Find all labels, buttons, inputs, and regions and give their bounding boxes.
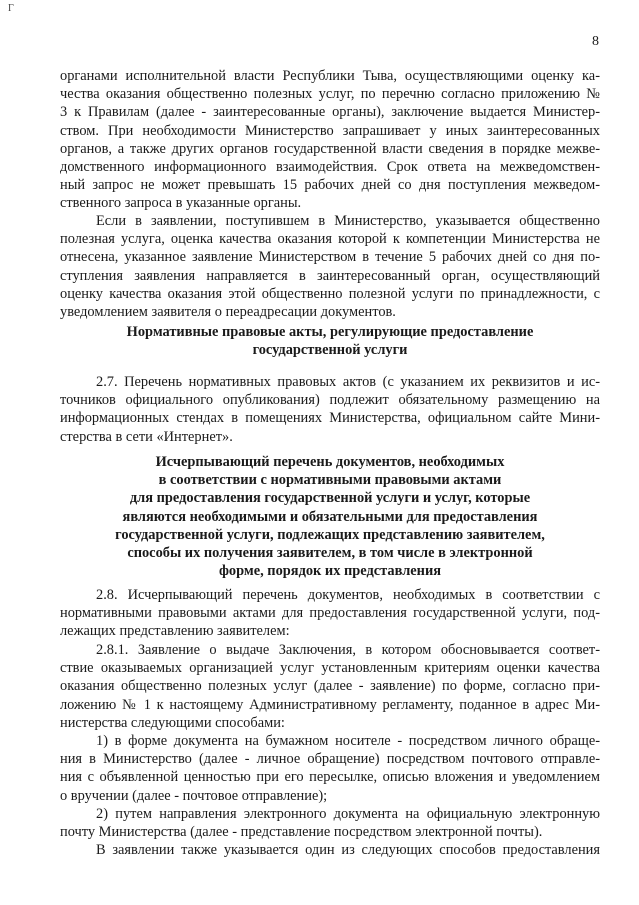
- text-line: оценку качества оказания этой общественно полезной услуги по принадлежности, с: [60, 285, 600, 302]
- paragraph-2-7: [60, 373, 600, 446]
- page-number: 8: [592, 34, 599, 49]
- section-heading-legal-acts: [60, 323, 600, 359]
- text-line: ложению № 1 к настоящему Административному регламенту, поданное в адрес Ми-: [60, 696, 600, 713]
- text-line: 2.7. Перечень нормативных правовых актов (с указанием их реквизитов и ис-: [96, 374, 600, 390]
- text-line: 2.8.1. Заявление о выдаче Заключения, в котором обосновывается соответ-: [96, 642, 600, 658]
- heading-line: Нормативные правовые акты, регулирующие предоставление: [126, 324, 534, 340]
- text-line: 1) в форме документа на бумажном носителе - посредством личного обраще-: [96, 733, 600, 749]
- text-line: чества оказания общественно полезных услуг, по перечню согласно приложению №: [60, 86, 600, 103]
- heading-line: государственной услуги, подлежащих представлению заявителем,: [115, 526, 545, 543]
- text-line: 2.8. Исчерпывающий перечень документов, необходимых в соответствии с: [96, 587, 600, 603]
- paragraph-2-8-1: [60, 641, 600, 732]
- section-heading-documents: [60, 453, 600, 580]
- text-line: уведомлением заявителя о переадресации документов.: [60, 304, 396, 321]
- text-line: органов, а также других органов государственной власти сведения в порядке межве-: [60, 140, 600, 157]
- text-line: точников официального опубликования) подлежит обязательному размещению на: [60, 392, 600, 409]
- text-line: почту Министерства (далее - представление посредством электронной почты).: [60, 824, 543, 841]
- heading-line: форме, порядок их представления: [218, 563, 442, 580]
- text-line: ступления заявления направляется в заинтересованный орган, осуществляющий: [60, 267, 600, 284]
- text-line: информационных стендах в помещениях Министерства, официальном сайте Мини-: [60, 410, 600, 427]
- paragraph-2-8: [60, 586, 600, 641]
- text-line: о вручении (далее - почтовое отправление);: [60, 787, 328, 804]
- list-item-1: [60, 732, 600, 805]
- heading-line: для предоставления государственной услуги и услуг, которые: [129, 490, 531, 507]
- text-line: ния с объявленной ценностью при его пересылке, описью вложения и уведомлением: [60, 769, 600, 786]
- paragraph-1: [60, 67, 600, 213]
- text-line: ством. При необходимости Министерство запрашивает у иных заинтересованных: [60, 122, 600, 139]
- heading-line: являются необходимыми и обязательными для предоставления: [122, 508, 538, 525]
- text-line: лежащих представлению заявителем:: [60, 623, 290, 640]
- text-line: оказания общественно полезных услуг (далее - заявление) по форме, согласно при-: [60, 678, 600, 695]
- text-line: отнесена, указанное заявление Министерством в течение 5 рабочих дней со дня по-: [60, 249, 600, 266]
- corner-mark: Г: [8, 3, 14, 14]
- text-line: 2) путем направления электронного документа на официальную электронную: [96, 806, 600, 822]
- heading-line: способы их получения заявителем, в том числе в электронной: [127, 545, 533, 562]
- text-line: ный запрос не может превышать 15 рабочих дней со дня поступления межведом-: [60, 177, 600, 194]
- heading-line: Исчерпывающий перечень документов, необходимых: [155, 454, 505, 470]
- text-line: нистерства следующими способами:: [60, 714, 285, 731]
- paragraph-2: [60, 212, 600, 321]
- text-line: стерства в сети «Интернет».: [60, 428, 233, 445]
- text-line: В заявлении также указывается один из следующих способов предоставления: [96, 842, 600, 858]
- text-line: полезная услуга, оценка качества оказания которой к компетенции Министерства не: [60, 231, 600, 248]
- text-line: домственного информационного взаимодействия. Срок ответа на межведомствен-: [60, 159, 600, 176]
- heading-line: государственной услуги: [252, 342, 408, 359]
- text-line: ния в Министерство (далее - личное обращение) посредством почтового отправле-: [60, 751, 600, 768]
- text-line: органами исполнительной власти Республики Тыва, осуществляющими оценку ка-: [60, 68, 600, 84]
- text-line: Если в заявлении, поступившем в Министерство, указывается общественно: [96, 213, 600, 229]
- text-line: ствие оказываемых организацией услуг установленным критериям оценки качества: [60, 660, 600, 677]
- list-item-2: [60, 805, 600, 841]
- heading-line: в соответствии с нормативными правовыми актами: [158, 472, 502, 489]
- paragraph-closing: [60, 841, 600, 859]
- text-line: 3 к Правилам (далее - заинтересованные органы), заключение выдается Министер-: [60, 104, 600, 121]
- text-line: нормативными правовыми актами для предоставления государственной услуги, под-: [60, 605, 600, 622]
- text-line: ственного запроса в указанные органы.: [60, 195, 302, 212]
